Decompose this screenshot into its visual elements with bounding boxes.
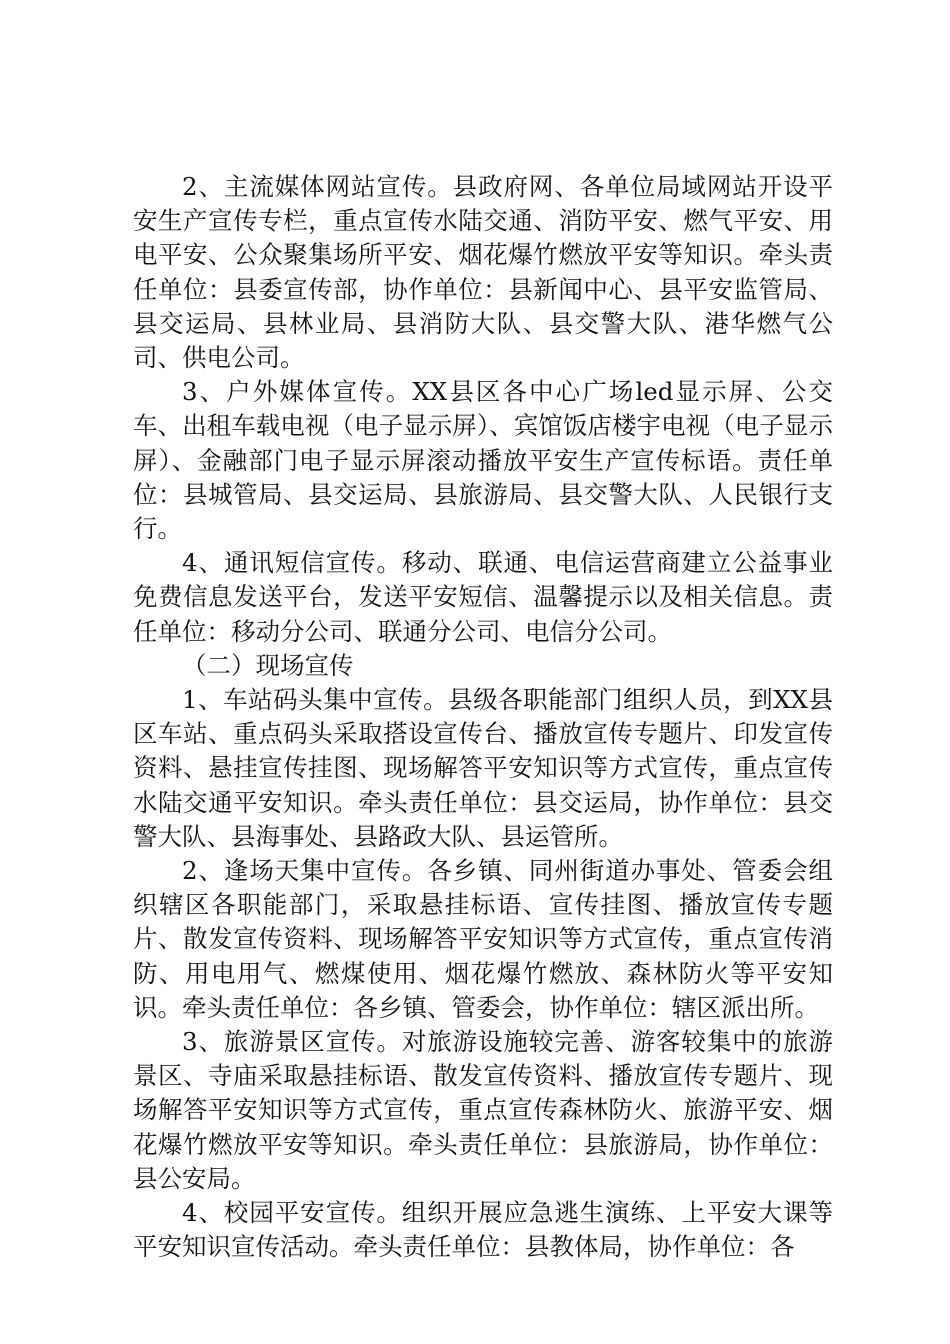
- paragraph-market-day: 2、逢场天集中宣传。各乡镇、同州街道办事处、管委会组织辖区各职能部门，采取悬挂标语、宣传挂图、播放宣传专题片、散发宣传资料、现场解答平安知识等方式宣传，重点宣传消防、用电用气、燃煤使用、烟花爆竹燃放、森林防火等平安知识。牵头责任单位：各乡镇、管委会，协作单位：辖区派出所。: [133, 856, 833, 1022]
- section-heading-onsite: （二）现场宣传: [182, 650, 354, 680]
- paragraph-station-dock: 1、车站码头集中宣传。县级各职能部门组织人员，到XX县区车站、重点码头采取搭设宣传台、播放宣传专题片、印发宣传资料、悬挂宣传挂图、现场解答平安知识等方式宣传，重点宣传水陆交通平安知识。牵头责任单位：县交运局，协作单位：县交警大队、县海事处、县路政大队、县运管所。: [133, 685, 833, 851]
- paragraph-campus: 4、校园平安宣传。组织开展应急逃生演练、上平安大课等平安知识宣传活动。牵头责任单位：县教体局，协作单位：各: [133, 1198, 833, 1262]
- paragraph-tourist-area: 3、旅游景区宣传。对旅游设施较完善、游客较集中的旅游景区、寺庙采取悬挂标语、散发宣传资料、播放宣传专题片、现场解答平安知识等方式宣传，重点宣传森林防火、旅游平安、烟花爆竹燃放平安等知识。牵头责任单位：县旅游局，协作单位：县公安局。: [133, 1027, 833, 1193]
- paragraph-sms: 4、通讯短信宣传。移动、联通、电信运营商建立公益事业免费信息发送平台，发送平安短信、温馨提示以及相关信息。责任单位：移动分公司、联通分公司、电信分公司。: [133, 548, 833, 646]
- document-body: [133, 170, 833, 1265]
- paragraph-outdoor-media: 3、户外媒体宣传。XX县区各中心广场led显示屏、公交车、出租车载电视（电子显示屏）、宾馆饭店楼宇电视（电子显示屏）、金融部门电子显示屏滚动播放平安生产宣传标语。责任单位：县城管局、县交运局、县旅游局、县交警大队、人民银行支行。: [133, 377, 833, 544]
- paragraph-media-website: 2、主流媒体网站宣传。县政府网、各单位局域网站开设平安生产宣传专栏，重点宣传水陆交通、消防平安、燃气平安、用电平安、公众聚集场所平安、烟花爆竹燃放平安等知识。牵头责任单位：县委宣传部，协作单位：县新闻中心、县平安监管局、县交运局、县林业局、县消防大队、县交警大队、港华燃气公司、供电公司。: [133, 172, 833, 373]
